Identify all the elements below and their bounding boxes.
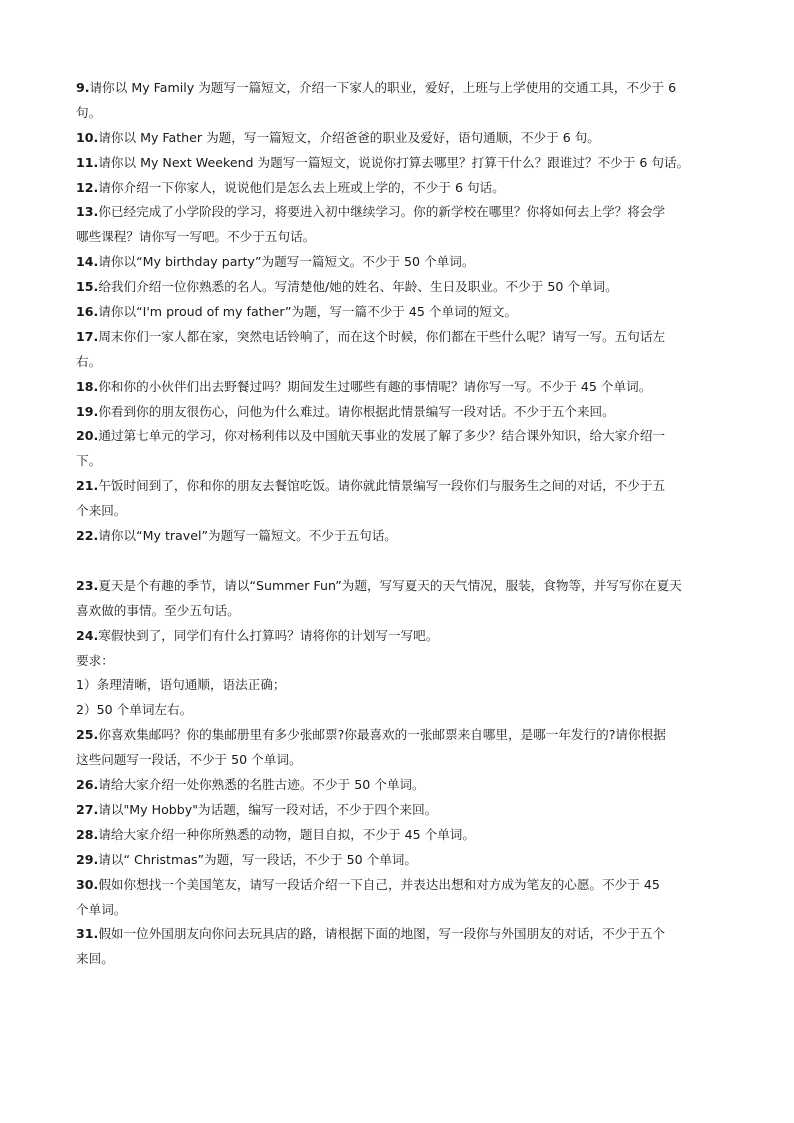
- question-13-line-1: [76, 200, 724, 225]
- question-text: 寒假快到了，同学们有什么打算吗？请将你的计划写一写吧。: [98, 627, 439, 643]
- question-text: 请你以 My Next Weekend 为题写一篇短文，说说你打算去哪里？打算干什么？跟谁过？不少于 6 句话。: [98, 154, 690, 170]
- question-25-line-2: 这些问题写一段话，不少于 50 个单词。: [76, 752, 302, 768]
- question-text: 通过第七单元的学习，你对杨利伟以及中国航天事业的发展了解了多少？结合课外知识，给大家介绍一: [98, 428, 666, 444]
- question-number: 27.: [76, 801, 99, 817]
- question-number: 31.: [76, 926, 99, 942]
- question-12: [76, 176, 724, 201]
- question-27: [76, 798, 724, 823]
- question-number: 18.: [76, 378, 99, 394]
- question-28: [76, 823, 724, 848]
- question-number: 26.: [76, 777, 99, 793]
- question-number: 29.: [76, 851, 99, 867]
- question-30-line-1: [76, 873, 724, 898]
- question-text: 假如一位外国朋友向你问去玩具店的路，请根据下面的地图，写一段你与外国朋友的对话，不少于五个: [98, 926, 666, 942]
- question-13-line-2: 哪些课程？请你写一写吧。不少于五句话。: [76, 229, 316, 245]
- question-text: 请你以 My Family 为题写一篇短文，介绍一下家人的职业，爱好，上班与上学使用的交通工具，不少于 6: [89, 80, 677, 95]
- question-21-line-1: [76, 474, 724, 499]
- question-number: 24.: [76, 627, 99, 643]
- question-number: 15.: [76, 279, 99, 295]
- question-text: 请你以“My travel”为题写一篇短文。不少于五句话。: [98, 528, 397, 544]
- question-text: 你看到你的朋友很伤心，问他为什么难过。请你根据此情景编写一段对话。不少于五个来回。: [98, 403, 615, 419]
- question-31-line-2: 来回。: [76, 951, 114, 967]
- question-text: 请以"My Hobby"为话题，编写一段对话，不少于四个来回。: [98, 801, 438, 817]
- question-26: [76, 773, 724, 798]
- question-10: [76, 126, 724, 151]
- question-number: 20.: [76, 428, 99, 444]
- question-text: 周末你们一家人都在家，突然电话铃响了，而在这个时候，你们都在干些什么呢？请写一写。五句话左: [98, 328, 666, 344]
- question-9-line-1: [76, 76, 724, 101]
- question-24-line-1: [76, 624, 724, 649]
- question-20-line-2: 下。: [76, 453, 102, 469]
- question-text: 假如你想找一个美国笔友，请写一段话介绍一下自己，并表达出想和对方成为笔友的心愿。不少于 45: [98, 876, 660, 892]
- question-25-line-1: [76, 723, 724, 748]
- question-17-line-1: [76, 325, 724, 350]
- question-15: [76, 275, 724, 300]
- document-page: [76, 76, 724, 972]
- question-text: 请你介绍一下你家人，说说他们是怎么去上班或上学的，不少于 6 句话。: [98, 179, 505, 195]
- question-number: 21.: [76, 478, 99, 494]
- question-text: 你和你的小伙伴们出去野餐过吗？期间发生过哪些有趣的事情呢？请你写一写。不少于 45 个单词。: [98, 378, 652, 394]
- question-number: 17.: [76, 328, 99, 344]
- question-20-line-1: [76, 424, 724, 449]
- question-18: [76, 375, 724, 400]
- question-number: 12.: [76, 179, 99, 195]
- question-11: [76, 151, 724, 176]
- question-number: 23.: [76, 577, 99, 593]
- question-number: 10.: [76, 129, 99, 145]
- question-16: [76, 300, 724, 325]
- question-number: 25.: [76, 727, 99, 743]
- question-number: 16.: [76, 304, 99, 320]
- question-text: 请你以“My birthday party”为题写一篇短文。不少于 50 个单词。: [98, 254, 475, 270]
- question-24-requirements-label: 要求：: [76, 652, 114, 668]
- question-text: 午饭时间到了，你和你的朋友去餐馆吃饭。请你就此情景编写一段你们与服务生之间的对话，不少于五: [98, 478, 666, 494]
- question-22: [76, 524, 724, 549]
- question-9-line-2: 句。: [76, 104, 102, 120]
- question-31-line-1: [76, 922, 724, 947]
- question-text: 请你以 My Father 为题，写一篇短文，介绍爸爸的职业及爱好，语句通顺，不少于 6 句。: [98, 129, 600, 145]
- blank-line: [76, 549, 724, 574]
- question-number: 13.: [76, 204, 99, 220]
- question-19: [76, 400, 724, 425]
- question-number: 19.: [76, 403, 99, 419]
- question-24-requirement-1: 1）条理清晰，语句通顺，语法正确；: [76, 677, 286, 693]
- question-text: 夏天是个有趣的季节，请以“Summer Fun”为题，写写夏天的天气情况，服装，食物等，并写写你在夏天: [98, 577, 682, 593]
- question-number: 9.: [76, 80, 90, 95]
- question-29: [76, 848, 724, 873]
- question-number: 28.: [76, 826, 99, 842]
- question-text: 你已经完成了小学阶段的学习，将要进入初中继续学习。你的新学校在哪里？你将如何去上学？将会学: [98, 204, 666, 220]
- question-text: 你喜欢集邮吗？你的集邮册里有多少张邮票?你最喜欢的一张邮票来自哪里，是哪一年发行的?请你根据: [98, 727, 666, 743]
- question-text: 给我们介绍一位你熟悉的名人。写清楚他/她的姓名、年龄、生日及职业。不少于 50 个单词。: [98, 279, 618, 295]
- question-number: 22.: [76, 528, 99, 544]
- question-number: 11.: [76, 154, 99, 170]
- question-23-line-1: [76, 574, 724, 599]
- question-24-requirement-2: 2）50 个单词左右。: [76, 702, 193, 718]
- question-number: 30.: [76, 876, 99, 892]
- question-14: [76, 250, 724, 275]
- question-text: 请以“ Christmas”为题，写一段话，不少于 50 个单词。: [98, 851, 417, 867]
- question-21-line-2: 个来回。: [76, 503, 127, 519]
- question-text: 请你以“I'm proud of my father”为题，写一篇不少于 45 个单词的短文。: [98, 304, 518, 320]
- question-text: 请给大家介绍一处你熟悉的名胜古迹。不少于 50 个单词。: [98, 777, 425, 793]
- question-number: 14.: [76, 254, 99, 270]
- question-text: 请给大家介绍一种你所熟悉的动物，题目自拟，不少于 45 个单词。: [98, 826, 475, 842]
- question-23-line-2: 喜欢做的事情。至少五句话。: [76, 602, 240, 618]
- question-17-line-2: 右。: [76, 353, 102, 369]
- question-30-line-2: 个单词。: [76, 901, 127, 917]
